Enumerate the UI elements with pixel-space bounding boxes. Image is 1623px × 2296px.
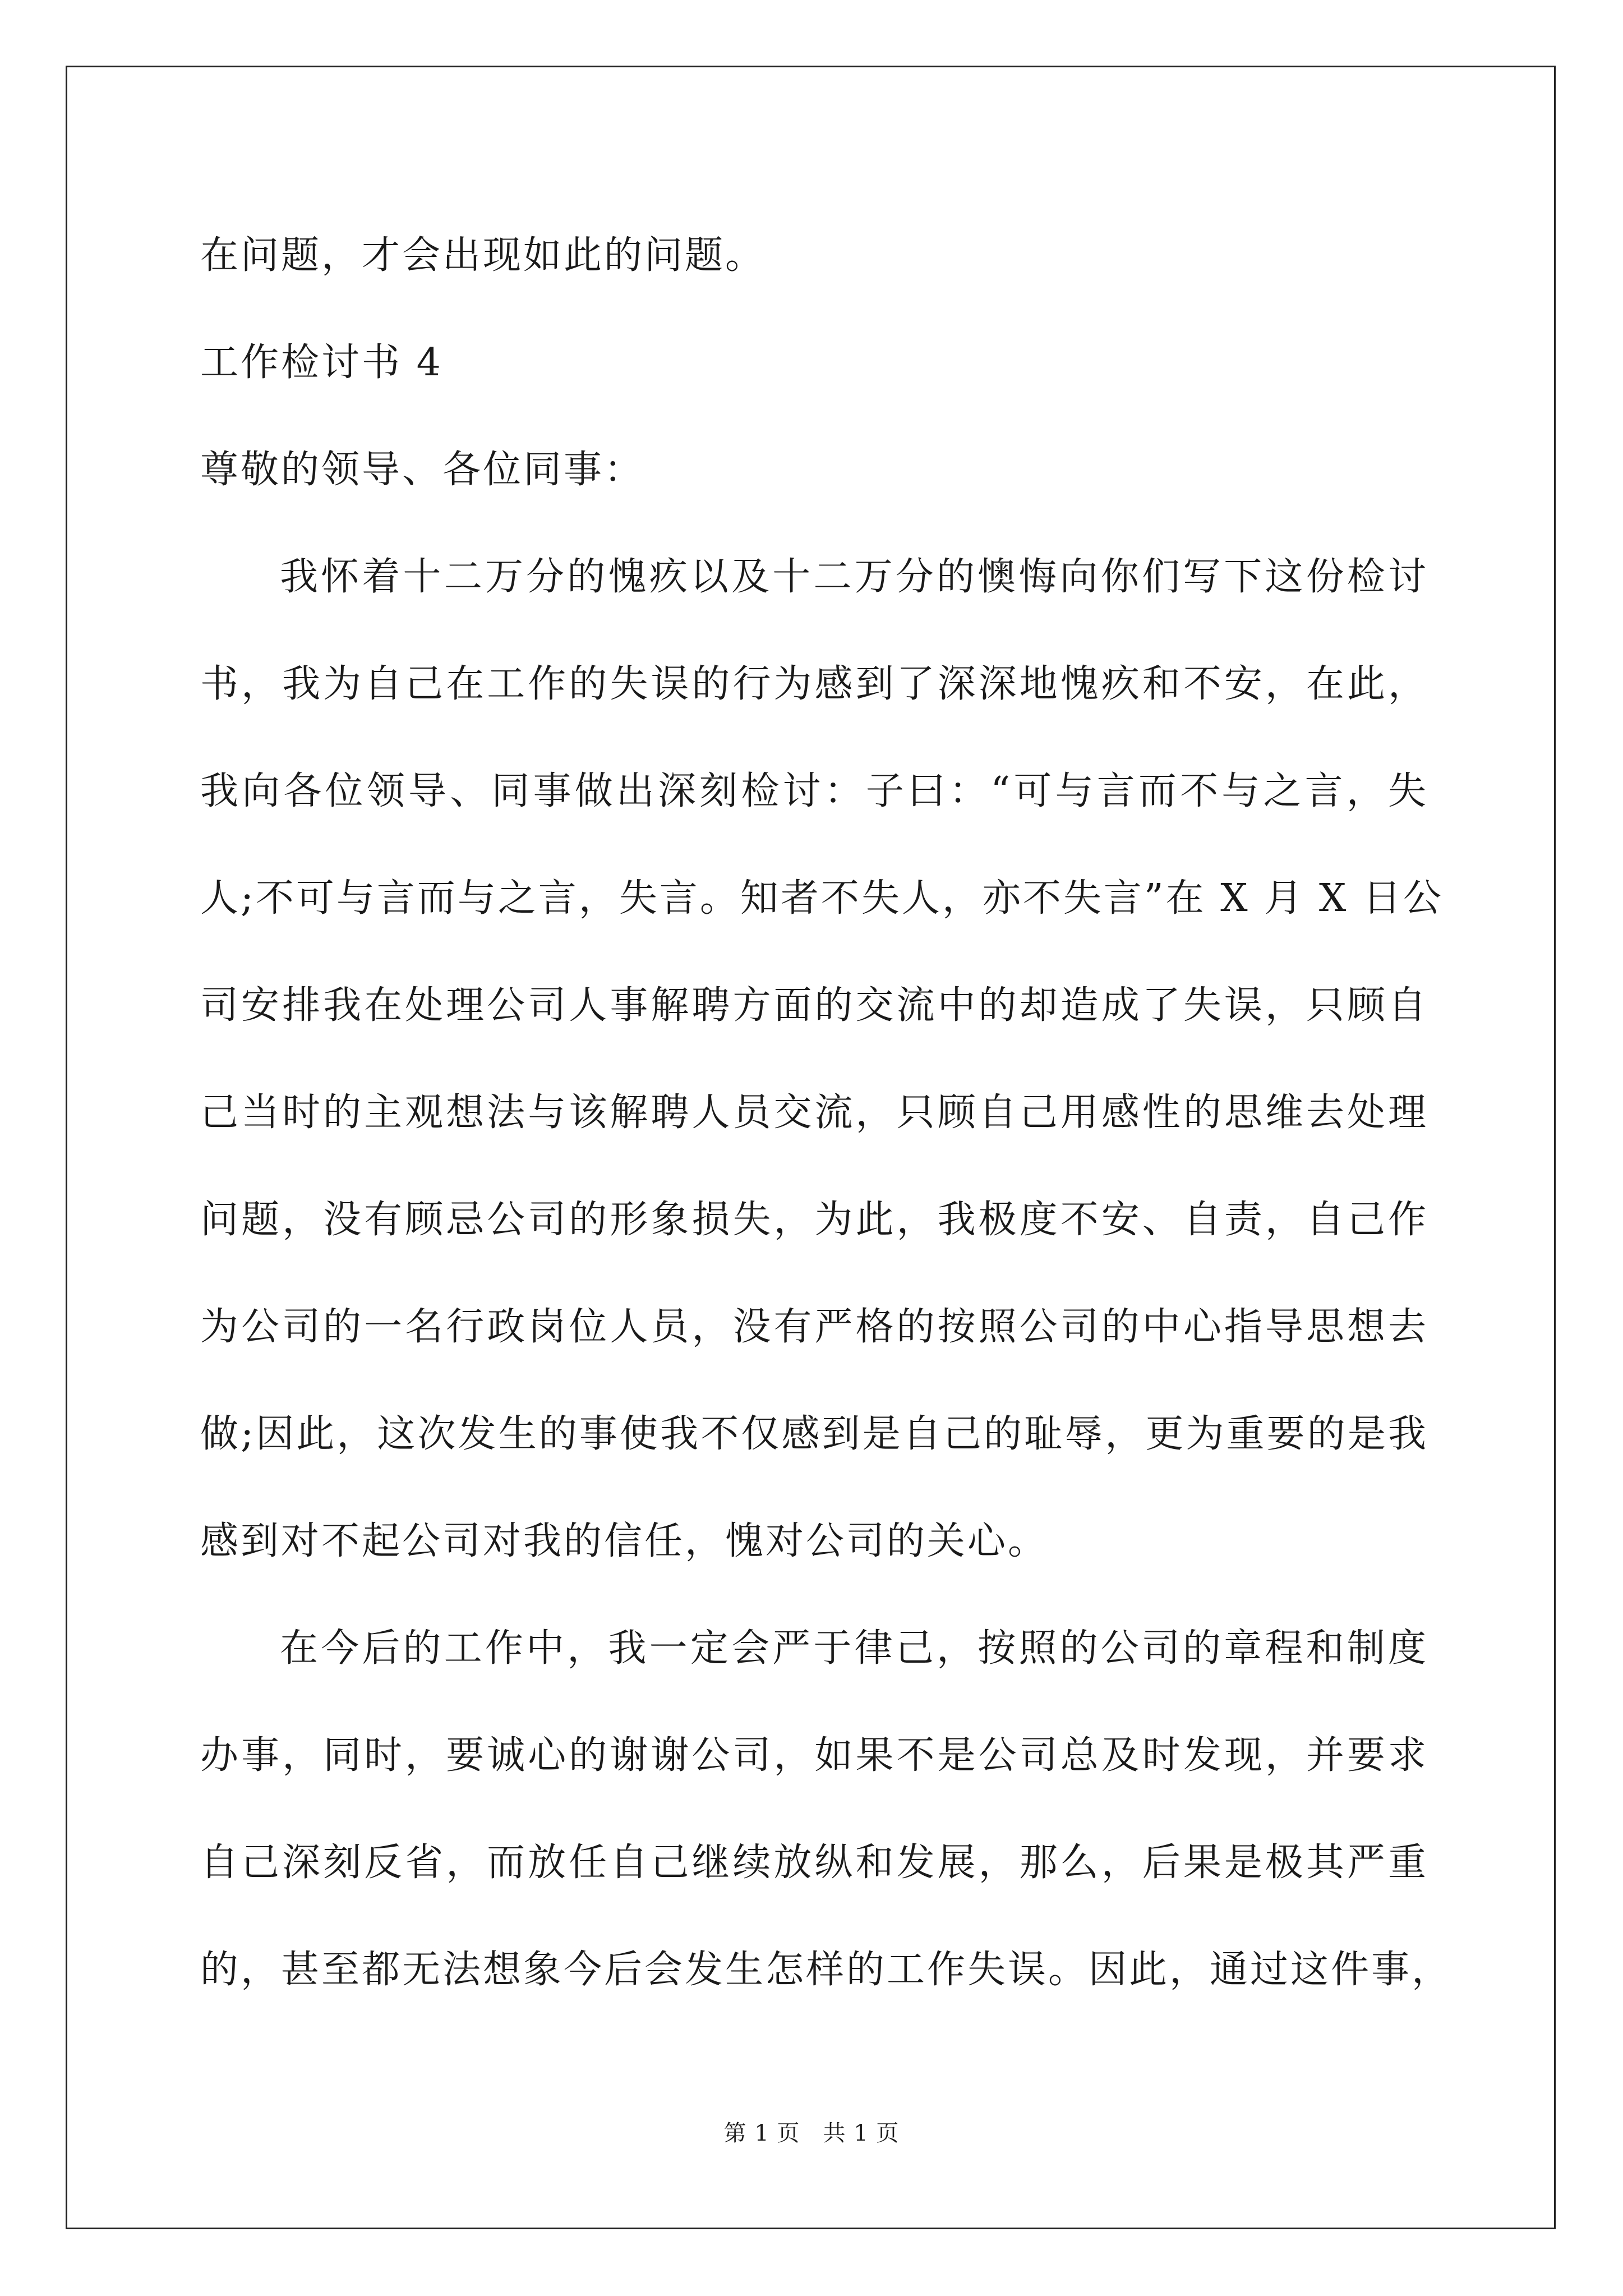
text-line: 我向各位领导、同事做出深刻检讨：子曰：“可与言而不与之言，失 [200, 769, 1428, 813]
document-body [200, 202, 1453, 2023]
text-line: 自己深刻反省，而放任自己继续放纵和发展，那么，后果是极其严重 [200, 1841, 1428, 1885]
text-line: 工作检讨书 4 [200, 341, 443, 385]
text-line: 在今后的工作中，我一定会严于律己，按照的公司的章程和制度 [280, 1626, 1428, 1671]
text-line: 为公司的一名行政岗位人员，没有严格的按照公司的中心指导思想去 [200, 1305, 1428, 1349]
text-line: 书，我为自己在工作的失误的行为感到了深深地愧疚和不安，在此， [200, 662, 1428, 706]
text-line: 办事，同时，要诚心的谢谢公司，如果不是公司总及时发现，并要求 [200, 1733, 1428, 1778]
text-line: 尊敬的领导、各位同事： [200, 448, 645, 492]
page-footer: 第 1 页 共 1 页 [723, 2120, 900, 2146]
text-line: 己当时的主观想法与该解聘人员交流，只顾自己用感性的思维去处理 [200, 1091, 1428, 1135]
text-line: 的，甚至都无法想象今后会发生怎样的工作失误。因此，通过这件事， [200, 1948, 1453, 1992]
text-line: 人;不可与言而与之言，失言。知者不失人，亦不失言”在 X 月 X 日公 [200, 876, 1444, 921]
text-line: 做;因此，这次发生的事使我不仅感到是自己的耻辱，更为重要的是我 [200, 1412, 1428, 1456]
text-line: 我怀着十二万分的愧疚以及十二万分的懊悔向你们写下这份检讨 [280, 555, 1428, 599]
text-line: 问题，没有顾忌公司的形象损失，为此，我极度不安、自责，自己作 [200, 1198, 1428, 1242]
text-line: 在问题，才会出现如此的问题。 [200, 233, 766, 278]
text-line: 司安排我在处理公司人事解聘方面的交流中的却造成了失误，只顾自 [200, 983, 1428, 1028]
text-line: 感到对不起公司对我的信任，愧对公司的关心。 [200, 1519, 1049, 1563]
